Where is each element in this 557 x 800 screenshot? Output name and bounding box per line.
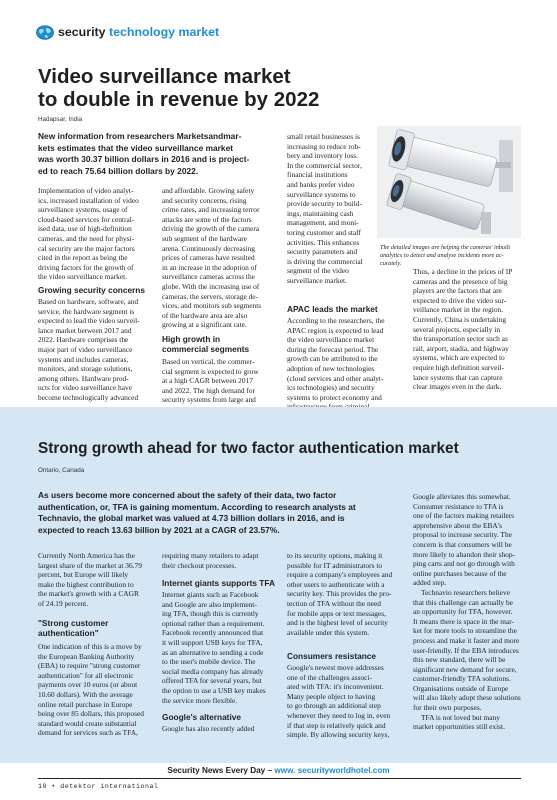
text-line: largest share of the market at 36.79 — [38, 560, 142, 570]
section-title — [58, 25, 219, 39]
text-line: ised data, use of high-definition — [38, 224, 132, 234]
text-line: market opportunities still exist. — [413, 722, 505, 732]
text-line: whenever they need to log in, even — [287, 710, 391, 720]
text-line: Google has also recently added — [162, 724, 255, 733]
text-line: customer-friendly TFA solutions. — [413, 674, 511, 684]
article1-column-1 — [38, 186, 160, 282]
text-line: provide security to build- — [287, 199, 362, 209]
text-line: the transportation sector such as — [413, 334, 508, 344]
text-line: Many people object to having — [287, 691, 376, 701]
text-line: According to the researchers, the — [287, 316, 385, 325]
article1-column-2 — [162, 186, 284, 330]
text-line: and Google are also implement- — [162, 599, 257, 609]
text-line: in an increase in the adoption of — [162, 262, 257, 272]
article2-lead — [38, 490, 408, 536]
text-line: One indication of this is a move by — [38, 642, 142, 651]
text-line: one of the factors making retailers — [413, 511, 515, 521]
text-line: cial segment is expected to grow — [162, 366, 259, 376]
text-line: percent, but Europe will likely — [38, 570, 129, 580]
text-line: Google alleviates this somewhat. — [413, 492, 511, 501]
text-line: online retail purchase in Europe — [38, 699, 133, 709]
subhead-consumers-resistance: Consumers resistance — [287, 651, 377, 661]
text-line: systems to protect economy and — [287, 392, 382, 402]
text-line: concern is that consumers will be — [413, 539, 512, 549]
text-line: APAC region is expected to lead — [287, 325, 384, 335]
text-line: growth can be attributed to the — [287, 354, 378, 364]
text-line: among others. Hardware prod- — [38, 373, 129, 383]
text-line: being over 85 dollars, this proposed — [38, 709, 144, 719]
text-line: expected to drive the video sur- — [413, 295, 507, 305]
caption-line: The detailed images are helping the cameras' inbuilt — [380, 244, 511, 251]
subhead-apac: APAC leads the market — [287, 304, 378, 314]
text-line: of the hardware area are also — [162, 310, 248, 320]
text-line: ket for more tools to streamline the — [413, 626, 517, 636]
article1-column-3 — [287, 132, 375, 286]
article1-place: Hadapsar, India — [38, 116, 83, 123]
text-line: Internet giants such as Facebook — [162, 590, 259, 599]
text-line: players are the factors that are — [413, 286, 502, 296]
lead-line: Technavio, the global market was valued at 4.73 billion dollars in 2016, and is — [38, 513, 345, 524]
text-line: the market's growth with a CAGR — [38, 589, 139, 599]
text-line: growing at a significant rate. — [162, 320, 247, 330]
text-line: is driving the commercial — [287, 256, 363, 266]
lead-line: New information from researchers Marketsandmar- — [38, 131, 242, 141]
footer-rule — [38, 778, 521, 779]
text-line: ings, maintaining cash — [287, 208, 354, 218]
text-line: Facebook recently announced that — [162, 628, 264, 638]
section-header — [0, 9, 557, 50]
text-line: to the user's mobile device. The — [162, 657, 256, 667]
text-line: this new standard, there will be — [413, 655, 506, 665]
text-line: 10.60 dollars). With the average — [38, 689, 133, 699]
text-line: it will support USB keys for TFA, — [162, 637, 263, 647]
subhead-googles-alternative: Google's alternative — [162, 712, 241, 722]
text-line: optional rather than a requirement. — [162, 618, 265, 628]
text-line: Currently, China is undertaking — [413, 314, 507, 324]
text-line: major part of video surveillance — [38, 344, 133, 354]
text-line: and affordable. Growing safety — [162, 186, 255, 195]
text-line: Currently North America has the — [38, 551, 135, 560]
article2-column-2c — [162, 724, 284, 734]
text-line: lance market between 2017 and — [38, 325, 132, 335]
text-line: (EBA) to require "strong customer — [38, 661, 141, 671]
text-line: service, the hardware segment is — [38, 306, 135, 316]
text-line: and security concerns, rising — [162, 195, 247, 205]
text-line: prices of cameras have resulted — [162, 253, 255, 263]
text-line: Implementation of video analyt- — [38, 186, 134, 195]
text-line: TFA is not loved but many — [421, 712, 500, 722]
text-line: social media company has already — [162, 666, 264, 676]
article2-column-3 — [287, 551, 411, 637]
text-line: demand for services such as TFA, — [38, 728, 138, 738]
text-line: (cloud services and other analyt- — [287, 373, 384, 383]
text-line: significant new demand for secure, — [413, 664, 517, 674]
article1-column-3b — [287, 316, 409, 422]
text-line: proposal to increase security. The — [413, 530, 512, 540]
text-line: make the highest contribution to — [38, 579, 134, 589]
article1-title-line2: to double in revenue by 2022 — [38, 87, 320, 111]
text-line: small retail businesses is — [287, 132, 360, 141]
caption-line: analytics to detect and analyse incidents more ac- — [380, 252, 504, 259]
subhead-line: authentication" — [38, 628, 99, 638]
lead-line: As users become more concerned about the safety of their data, two factor — [38, 490, 337, 500]
text-line: activities. This enhances — [287, 237, 360, 247]
text-line: security key. This provides the pro- — [287, 589, 392, 599]
text-line: 2022. Hardware comprises the — [38, 335, 129, 345]
text-line: if that step is relatively quick and — [287, 720, 386, 730]
text-line: Technavio researchers believe — [421, 587, 510, 597]
text-line: ing TFA, though this is currently — [162, 609, 259, 619]
text-line: user-friendly. If the EBA introduces — [413, 645, 519, 655]
subhead-line: commercial segments — [162, 344, 250, 354]
text-line: segment of the video — [287, 266, 349, 276]
text-line: arena. Continuously decreasing — [162, 243, 255, 253]
text-line: will also likely adopt these solutions — [413, 693, 521, 703]
text-line: and 2022. The high demand for — [162, 385, 256, 395]
text-line: bery and inventory loss. — [287, 151, 359, 161]
article2-column-4 — [413, 492, 533, 732]
caption-line: curately. — [380, 260, 402, 267]
article1-title — [38, 66, 319, 111]
text-line: vices, and monitors sub segments — [162, 301, 262, 311]
text-line: more likely to abandon their shop- — [413, 549, 516, 559]
security-camera-image — [377, 126, 521, 238]
text-line: process and make it faster and more — [413, 635, 520, 645]
article2-title: Strong growth ahead for two factor authentication market — [38, 440, 459, 457]
article1-column-1b — [38, 297, 160, 403]
article1-column-4 — [413, 267, 525, 392]
text-line: during the forecast period. The — [287, 344, 379, 354]
text-line: the service more flexible. — [162, 695, 238, 705]
text-line: sub segment of the hardware — [162, 233, 247, 243]
article1-column-2b — [162, 357, 284, 405]
text-line: rail, airport, stadia, and highway — [413, 343, 509, 353]
text-line: authentication" for all electronic — [38, 670, 134, 680]
text-line: added step. — [413, 578, 447, 588]
text-line: management, and moni- — [287, 218, 359, 228]
text-line: become technologically advanced — [38, 392, 139, 402]
text-line: other users to authenticate with a — [287, 579, 385, 589]
text-line: cameras, the servers, storage de- — [162, 291, 259, 301]
text-line: veillance market in the region. — [413, 305, 504, 315]
footer-tagline-text: Security News Every Day – — [167, 766, 275, 775]
text-line: driving the growth of the camera — [162, 224, 260, 234]
text-line: offered TFA for several years, but — [162, 676, 262, 686]
article1-lead — [38, 131, 308, 177]
text-line: adoption of new technologies — [287, 363, 375, 373]
subhead-strong-customer — [38, 618, 108, 638]
text-line: In the commercial sector, — [287, 160, 362, 170]
text-line: as an alternative to sending a code — [162, 647, 264, 657]
text-line: at a high CAGR between 2017 — [162, 376, 253, 386]
text-line: increasing to reduce rob- — [287, 141, 361, 151]
article2-column-2 — [162, 551, 284, 570]
subhead-line: "Strong customer — [38, 618, 109, 628]
text-line: require a company's employees and — [287, 570, 393, 580]
footer-url-link[interactable]: www. securityworldhotel.com — [274, 766, 390, 775]
subhead-growing-security: Growing security concerns — [38, 285, 145, 295]
text-line: several projects, especially in — [413, 324, 501, 334]
text-line: their checkout processes. — [162, 560, 237, 570]
text-line: cloud-based services for central- — [38, 214, 135, 224]
text-line: simple. By allowing security keys, — [287, 730, 390, 740]
text-line: systems and includes cameras, — [38, 354, 129, 364]
text-line: the option to use a USB key makes — [162, 685, 266, 695]
text-line: globe. With the increasing use of — [162, 281, 260, 291]
article2-column-2b — [162, 590, 284, 705]
text-line: Google's newest move addresses — [287, 663, 384, 672]
text-line: Based on hardware, software, and — [38, 297, 139, 306]
text-line: expected to lead the video surveil- — [38, 316, 140, 326]
text-line: for their own purposes. — [413, 703, 482, 713]
text-line: attacks are some of the factors — [162, 214, 252, 224]
lead-line: ed to reach 75.64 billion dollars by 2022. — [38, 165, 199, 176]
text-line: lance systems that can capture — [413, 372, 503, 382]
text-line: toring customer and staff — [287, 227, 361, 237]
text-line: and is the highest level of security — [287, 618, 388, 628]
text-line: ping carts and not go through with — [413, 559, 515, 569]
text-line: cameras, and the need for physi- — [38, 233, 135, 243]
text-line: It means there is space in the mar- — [413, 616, 515, 626]
text-line: of 24.19 percent. — [38, 598, 89, 608]
text-line: surveillance market. — [287, 275, 347, 285]
text-line: Organisations outside of Europe — [413, 683, 509, 693]
footer-tagline — [0, 766, 557, 775]
text-line: that this challenge can actually be — [413, 597, 513, 607]
text-line: Consumer resistance to TFA is — [413, 501, 504, 511]
text-line: surveillance cameras across the — [162, 272, 255, 282]
text-line: surveillance systems to — [287, 189, 356, 199]
text-line: standard would create substantial — [38, 718, 137, 728]
text-line: clear images even in the dark. — [413, 382, 502, 392]
text-line: payments over 10 euros (or about — [38, 680, 138, 690]
subhead-internet-giants: Internet giants supports TFA — [162, 578, 275, 588]
text-line: security parameters and — [287, 247, 358, 257]
text-line: ics, increased installation of video — [38, 195, 139, 205]
text-line: require high definition surveil- — [413, 362, 504, 372]
text-line: Based on vertical, the commer- — [162, 357, 255, 366]
text-line: monitors, and storage solutions, — [38, 364, 133, 374]
text-line: ucts for video surveillance have — [38, 383, 132, 393]
text-line: available under this system. — [287, 627, 370, 637]
article2-column-1 — [38, 551, 160, 609]
lead-line: expected to reach 13.63 billion by 2021 at a CAGR of 23.57%. — [38, 524, 280, 535]
text-line: for mobile apps or text messages, — [287, 608, 386, 618]
lead-line: authentication, or, TFA is gaining momentum. According to research analysts at — [38, 501, 356, 512]
text-line: cited in the report as being the — [38, 253, 128, 263]
text-line: to its security options, making it — [287, 551, 383, 560]
subhead-line: High growth in — [162, 334, 221, 344]
text-line: to go through an additional step — [287, 701, 381, 711]
text-line: the video surveillance market — [287, 335, 375, 345]
page-label: 10 • detektor international — [38, 783, 159, 790]
lead-line: was worth 30.37 billion dollars in 2016 and is project- — [38, 154, 250, 165]
text-line: apprehensive about the EBA's — [413, 520, 502, 530]
text-line: surveillance systems, usage of — [38, 205, 128, 215]
text-line: tection of TFA without the need — [287, 598, 381, 608]
text-line: ated with TFA: it's inconvenient. — [287, 682, 384, 692]
lead-line: kets estimates that the video surveillance market — [38, 142, 234, 153]
article2-place: Ontario, Canada — [38, 467, 85, 474]
image-caption — [380, 244, 525, 268]
globe-icon — [36, 25, 54, 40]
text-line: crime rates, and increasing terror — [162, 205, 260, 215]
text-line: driving factors for the growth of — [38, 262, 134, 272]
text-line: systems, which are expected to — [413, 353, 505, 363]
article2-column-3b — [287, 663, 411, 740]
subhead-high-growth — [162, 334, 249, 354]
text-line: and banks prefer video — [287, 179, 355, 189]
text-line: cameras and the presence of big — [413, 276, 508, 286]
article2-column-1b — [38, 642, 160, 738]
section-title-bold: security — [58, 25, 106, 39]
text-line: online purchases because of the — [413, 568, 507, 578]
text-line: financial institutions — [287, 170, 348, 180]
text-line: cal security are the major factors — [38, 243, 135, 253]
text-line: requiring many retailers to adapt — [162, 551, 259, 560]
text-line: Thus, a decline in the prices of IP — [413, 267, 513, 276]
text-line: possible for IT administrators to — [287, 560, 383, 570]
text-line: ics technologies) and security — [287, 383, 375, 393]
text-line: one of the challenges associ- — [287, 672, 372, 682]
text-line: the European Banking Authority — [38, 651, 135, 661]
article1-title-line1: Video surveillance market — [38, 65, 291, 88]
text-line: the video surveillance market. — [38, 272, 128, 282]
text-line: an opportunity for TFA, however. — [413, 607, 513, 617]
text-line: security systems from large and — [162, 395, 256, 405]
section-title-rest: technology market — [108, 25, 220, 39]
